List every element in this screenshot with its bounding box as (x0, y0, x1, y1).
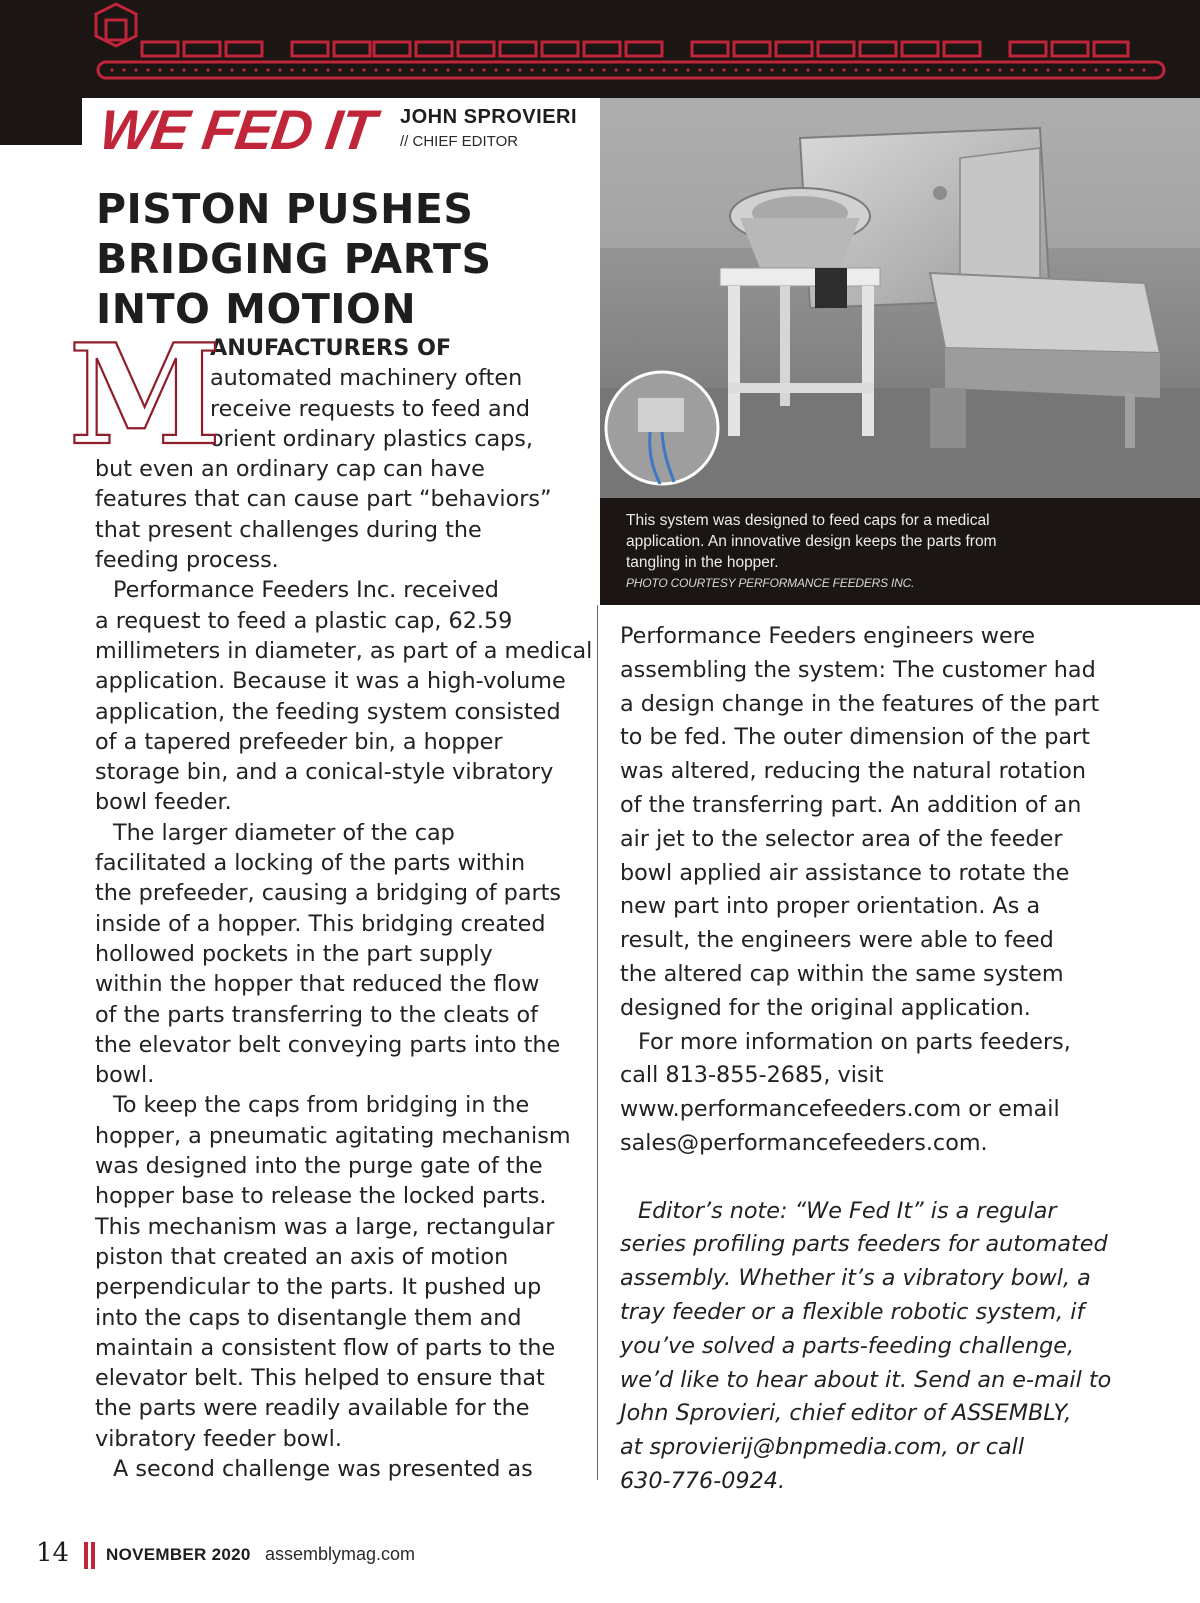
paragraph-line: A second challenge was presented as (113, 1455, 533, 1482)
drop-cap-letter: M (68, 313, 222, 476)
caption-line: This system was designed to feed caps for a medical (626, 512, 990, 529)
banner-bracket-row (142, 42, 1128, 56)
paragraph-line: application. Because it was a high-volume (95, 668, 566, 695)
paragraph-line: elevator belt. This helped to ensure that (95, 1365, 545, 1392)
paragraph-line: maintain a consistent flow of parts to the (95, 1334, 556, 1361)
paragraph-line: was altered, reducing the natural rotation (620, 758, 1087, 785)
paragraph-line: bowl. (95, 1062, 155, 1089)
paragraph-line: For more information on parts feeders, (638, 1028, 1071, 1055)
paragraph-line: the prefeeder, causing a bridging of parts (95, 880, 562, 907)
paragraph-line: orient ordinary plastics caps, (210, 425, 533, 452)
banner-corner-block (0, 98, 82, 145)
editors-note-line: series profiling parts feeders for automated (620, 1231, 1108, 1258)
paragraph-line: Performance Feeders Inc. received (113, 577, 499, 604)
editors-note-line: Editor’s note: “We Fed It” is a regular (638, 1197, 1057, 1224)
photo-caption (600, 498, 1200, 605)
paragraph-line: vibratory feeder bowl. (95, 1425, 342, 1452)
paragraph-line: a design change in the features of the part (620, 690, 1100, 717)
caption-line: tangling in the hopper. (626, 554, 779, 571)
photo-credit: PHOTO COURTESY PERFORMANCE FEEDERS INC. (626, 576, 915, 590)
paragraph-line: piston that created an axis of motion (95, 1243, 509, 1270)
paragraph-line: www.performancefeeders.com or email (620, 1096, 1060, 1123)
drop-cap (68, 313, 222, 476)
paragraph-line: facilitated a locking of the parts within (95, 850, 526, 877)
paragraph-line: assembling the system: The customer had (620, 656, 1096, 683)
paragraph-line: of the transferring part. An addition of an (620, 791, 1082, 818)
caption-line: application. An innovative design keeps the parts from (626, 533, 997, 550)
paragraph-line: within the hopper that reduced the flow (95, 971, 540, 998)
paragraph-line: application, the feeding system consisted (95, 698, 561, 725)
paragraph-line: hollowed pockets in the part supply (95, 940, 493, 967)
footer-accent-bar (84, 1542, 88, 1569)
paragraph-line: into the caps to disentangle them and (95, 1304, 522, 1331)
paragraph-line: perpendicular to the parts. It pushed up (95, 1274, 542, 1301)
paragraph-line: call 813-855-2685, visit (620, 1062, 884, 1089)
lead-in: ANUFACTURERS OF (210, 335, 452, 361)
paragraph-line: to be fed. The outer dimension of the part (620, 724, 1090, 751)
paragraph-line: To keep the caps from bridging in the (113, 1092, 530, 1119)
paragraph-line: features that can cause part “behaviors” (95, 486, 552, 513)
banner-dots (110, 68, 1145, 71)
photo-illustration (600, 98, 1200, 498)
paragraph-line: bowl applied air assistance to rotate the (620, 859, 1070, 886)
paragraph-line: the elevator belt conveying parts into the (95, 1031, 561, 1058)
paragraph-line: inside of a hopper. This bridging created (95, 910, 546, 937)
paragraph-line: hopper base to release the locked parts. (95, 1183, 547, 1210)
paragraph-line: the parts were readily available for the (95, 1395, 530, 1422)
editors-note-line: at sprovierij@bnpmedia.com, or call (620, 1434, 1025, 1461)
paragraph-line: feeding process. (95, 547, 279, 574)
paragraph-line: of a tapered prefeeder bin, a hopper (95, 728, 503, 755)
issue-date: NOVEMBER 2020 (106, 1545, 251, 1564)
editors-note-line: we’d like to hear about it. Send an e-mail to (620, 1366, 1112, 1393)
article-headline (96, 184, 586, 334)
left-column (68, 313, 593, 1484)
paragraph-line: This mechanism was a large, rectangular (95, 1213, 555, 1240)
paragraph-line: a request to feed a plastic cap, 62.59 (95, 607, 513, 634)
page-number: 14 (36, 1538, 70, 1568)
paragraph-gap (620, 1161, 1180, 1195)
website-link[interactable]: assemblymag.com (265, 1544, 416, 1564)
author-name: JOHN SPROVIERI (400, 106, 578, 128)
paragraph-line: receive requests to feed and (210, 395, 530, 422)
headline-line: PISTON PUSHES (96, 185, 474, 233)
column-title: WE FED IT (95, 98, 379, 161)
caption-text (626, 510, 1186, 573)
paragraph-line: automated machinery often (210, 365, 523, 392)
headline-line: BRIDGING PARTS (96, 235, 492, 283)
paragraph-line: air jet to the selector area of the feeder (620, 825, 1063, 852)
editors-note-line: assembly. Whether it’s a vibratory bowl, a (620, 1265, 1091, 1292)
paragraph-line: millimeters in diameter, as part of a medical (95, 637, 593, 664)
footer-accent-bar (91, 1542, 95, 1569)
editors-note-line: tray feeder or a flexible robotic system, if (620, 1298, 1085, 1325)
feeder-system-photo (600, 98, 1200, 498)
paragraph-line: of the parts transferring to the cleats of (95, 1001, 539, 1028)
column-divider (597, 605, 598, 1480)
banner-dotted-strip (98, 62, 1164, 78)
paragraph-line: designed for the original application. (620, 994, 1031, 1021)
paragraph-line: but even an ordinary cap can have (95, 456, 485, 483)
editors-note-line: 630-776-0924. (620, 1467, 786, 1494)
paragraph-line: that present challenges during the (95, 516, 482, 543)
paragraph-line: sales@performancefeeders.com. (620, 1129, 988, 1156)
editors-note-line: John Sprovieri, chief editor of ASSEMBLY, (620, 1400, 1072, 1427)
paragraph-line: hopper, a pneumatic agitating mechanism (95, 1122, 571, 1149)
banner-ornament (0, 0, 1200, 98)
right-column (620, 620, 1180, 1499)
paragraph-line: result, the engineers were able to feed (620, 927, 1054, 954)
paragraph-line: Performance Feeders engineers were (620, 623, 1036, 649)
headline-line: INTO MOTION (96, 285, 417, 333)
author-role: // CHIEF EDITOR (400, 133, 519, 150)
paragraph-line: new part into proper orientation. As a (620, 893, 1041, 920)
editors-note-line: you’ve solved a parts-feeding challenge, (620, 1332, 1075, 1359)
paragraph-line: was designed into the purge gate of the (95, 1153, 543, 1180)
hexagon-icon (96, 4, 136, 46)
paragraph-line: The larger diameter of the cap (113, 819, 455, 846)
paragraph-line: the altered cap within the same system (620, 960, 1064, 987)
paragraph-line: bowl feeder. (95, 789, 232, 816)
paragraph-line: storage bin, and a conical-style vibratory (95, 759, 554, 786)
